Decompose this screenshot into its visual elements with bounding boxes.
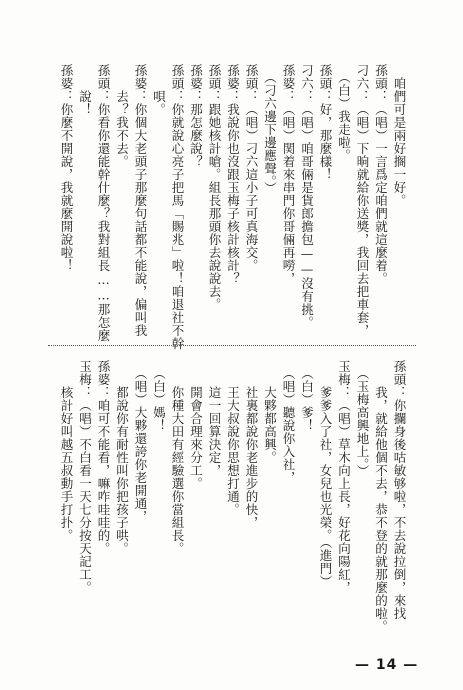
text-column: 孫頭：你攔身後咕敏够啦，不去說拉倒，來找: [392, 360, 407, 620]
text-column: 玉梅：（唱）草木向上長，好花向陽紅，: [336, 360, 352, 594]
text-column: 社裏都說你老進步的快，: [244, 360, 259, 529]
page-number: — 14 —: [355, 657, 419, 673]
text-column: 孫婆：你麼不開說，我就麼開說啦！: [59, 64, 74, 272]
section-divider: [48, 345, 416, 346]
text-column: 開會合理來分工。: [188, 360, 204, 490]
text-column: 唄。: [151, 64, 167, 116]
text-column: 孫頭：你就說心亮子把馬「賜兆」啦！咱退社不幹: [170, 64, 185, 350]
text-column: （白）我走啦。: [336, 64, 352, 162]
text-column: （玉梅高興地上。）: [355, 360, 370, 478]
text-column: 孫頭：你看你還能幹什麼？我對組長……那怎麼: [96, 64, 111, 342]
text-column: 孫頭：（唱）一言爲定咱們就這麼着。: [373, 64, 389, 285]
text-column: 說！: [77, 64, 93, 116]
text-column: 我，就給他個不去，恭不登的就那麼的啦。: [373, 360, 389, 633]
text-column: 核計好叫越五叔動手打扑。: [59, 360, 74, 542]
text-column: 孫婆：咱可不能看，嘛咋哇哇的。: [96, 360, 111, 555]
text-column: 孫婆：你個大老頭子那麼句話都不能說，偏叫我: [133, 64, 148, 337]
text-column: 玉梅：（唱）不白看一天七分按天記工。: [77, 360, 93, 594]
text-column: 刁六：（唱）咱哥倆是貨郎擔包——沒有挑。: [299, 64, 315, 329]
text-column: 咱們可是兩好搁一好。: [392, 64, 407, 207]
text-column: 孫頭：（唱）刁六這小子可真海交。: [244, 64, 259, 272]
text-column: 爹爹入了社，女兒也光榮。（進門）: [318, 360, 333, 588]
text-column: （白）爹！: [299, 360, 315, 432]
text-column: 大夥都高興。: [262, 360, 278, 464]
text-column: 你種大田有經驗選你當組長。: [170, 360, 185, 555]
text-column: 孫頭：跟她核計嗆。組長那頭你去說說去。: [207, 64, 222, 311]
text-column: 孫婆：我說你也沒跟玉梅子核計核計？: [225, 64, 241, 285]
text-column: 孫婆：那怎麼說？: [188, 64, 204, 168]
text-column: （刁六邊下邊應聲。）: [262, 64, 278, 195]
text-column: 都說你有耐性叫你把孩子哄。: [114, 360, 130, 555]
text-column: （唱）大夥還誇你老開通，: [133, 360, 148, 523]
text-column: 孫頭：好，那麼樣！: [318, 64, 333, 181]
text-column: 這一回算決定，: [207, 360, 222, 477]
text-column: （白）媽！: [151, 360, 167, 432]
text-column: 去？我不去。: [114, 64, 130, 168]
text-column: （唱）聽說你入社，: [281, 360, 296, 484]
text-column: 刁六：（唱）下晌就給你送獎，我回去把車套，: [355, 64, 370, 337]
text-column: 王大叔說你思想打通。: [225, 360, 241, 516]
text-column: 孫婆：（唱）関着來串門你哥倆再嘮，: [281, 64, 296, 285]
